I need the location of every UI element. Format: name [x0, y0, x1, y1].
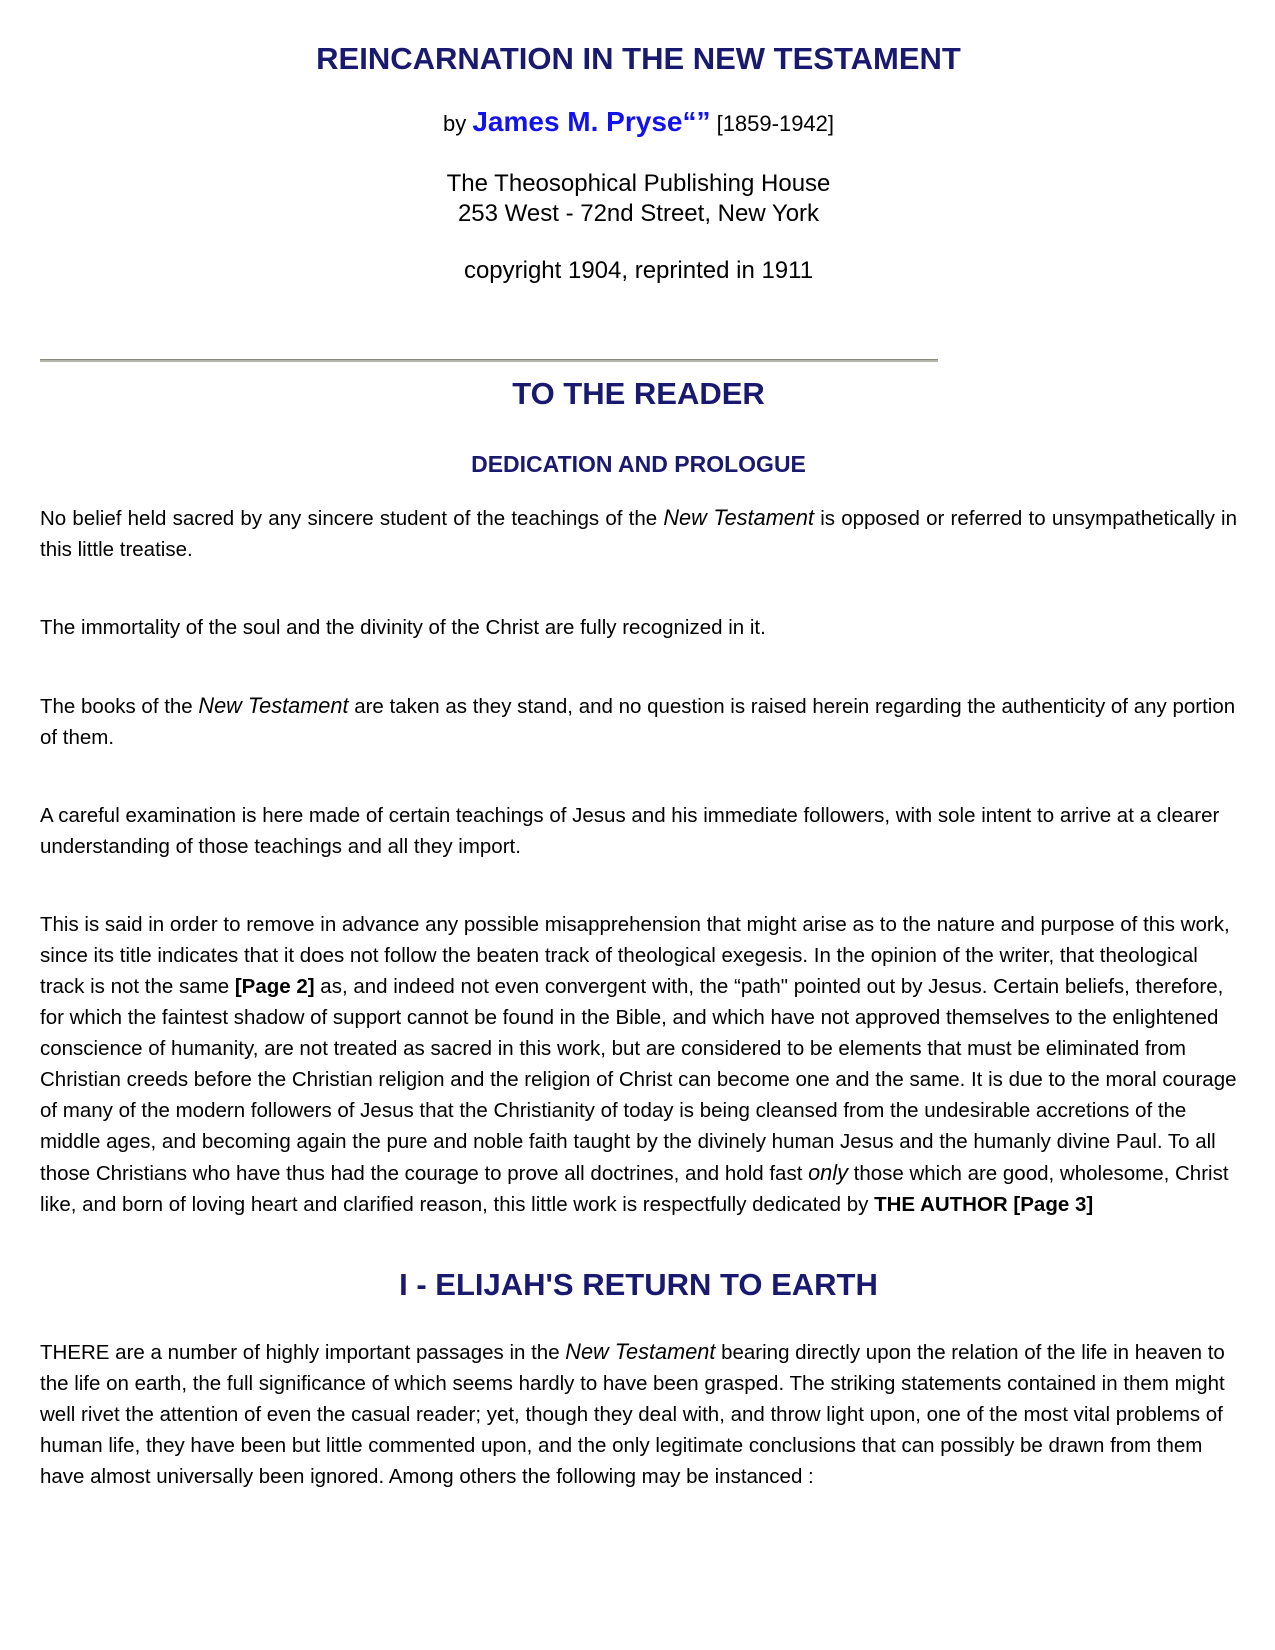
- body-text: bearing directly upon the relation of the life in heaven to the life on earth, the full significance of which seems hardly to have been grasped. The striking statements contained in them might well rivet the attention of even the casual reader; yet, though they deal with, and throw light upon, one of the most vital problems of human life, they have been but little commented upon, and the only legitimate conclusions that can possibly be drawn from them have almost universally been ignored. Among others the following may be instanced :: [40, 1341, 1225, 1488]
- italic-text: only: [808, 1160, 848, 1185]
- bold-text: THE AUTHOR [Page 3]: [874, 1193, 1094, 1216]
- italic-text: New Testament: [198, 693, 349, 718]
- page-title: REINCARNATION IN THE NEW TESTAMENT: [316, 41, 961, 76]
- paragraph: [40, 502, 1237, 565]
- author-link[interactable]: James M. Pryse: [472, 106, 683, 137]
- section-divider: [40, 359, 938, 362]
- paragraph: [40, 1336, 1237, 1492]
- reader-paragraphs: [40, 502, 1237, 1220]
- chapter-paragraphs: [40, 1336, 1237, 1492]
- byline: [40, 106, 1237, 140]
- copyright-line: copyright 1904, reprinted in 1911: [463, 257, 814, 284]
- publisher-address: 253 West - 72nd Street, New York: [457, 200, 820, 227]
- byline-prefix: by: [442, 111, 473, 136]
- paragraph: [40, 800, 1237, 862]
- italic-text: New Testament: [565, 1339, 716, 1364]
- body-text: are taken as they stand, and no question is raised herein regarding the authenticity of any portion of them.: [40, 695, 1236, 749]
- chapter-heading: I - ELIJAH'S RETURN TO EARTH: [399, 1267, 878, 1302]
- body-text: THERE are a number of highly important passages in the: [40, 1341, 566, 1364]
- author-dates: [1859-1942]: [710, 111, 835, 136]
- body-text: those which are good, wholesome, Christ like, and born of loving heart and clarified reason, this little work is respectfully dedicated by: [40, 1162, 1229, 1216]
- body-text: The books of the: [40, 695, 199, 718]
- publisher-block: [40, 169, 1237, 229]
- body-text: as, and indeed not even convergent with, the “path" pointed out by Jesus. Certain beliefs, therefore, for which the faintest shadow of support cannot be found in the Bible, and which have not approved themselves to the enlightened conscience of humanity, are not treated as sacred in this work, but are considered to be elements that must be eliminated from Christian creeds before the Christian religion and the religion of Christ can become one and the same. It is due to the moral courage of many of the modern followers of Jesus that the Christianity of today is being cleansed from the undesirable accretions of the middle ages, and becoming again the pure and noble faith taught by the divinely human Jesus and the humanly divine Paul. To all those Christians who have thus had the courage to prove all doctrines, and hold fast: [40, 975, 1237, 1185]
- body-text: A careful examination is here made of certain teachings of Jesus and his immediate followers, with sole intent to arrive at a clearer understanding of those teachings and all they import.: [40, 804, 1220, 858]
- paragraph: [40, 909, 1237, 1220]
- author-quote-marks: “”: [682, 106, 711, 137]
- paragraph: [40, 612, 1237, 643]
- bold-text: [Page 2]: [234, 975, 315, 998]
- body-text: No belief held sacred by any sincere student of the teachings of the: [40, 507, 664, 530]
- italic-text: New Testament: [663, 505, 814, 530]
- body-text: This is said in order to remove in advance any possible misapprehension that might arise as to the nature and purpose of this work, since its title indicates that it does not follow the beaten track of theological exegesis. In the opinion of the writer, that theological track is not the same: [40, 913, 1230, 998]
- body-text: is opposed or referred to unsympathetically in this little treatise.: [40, 507, 1237, 561]
- dedication-subheading: DEDICATION AND PROLOGUE: [471, 451, 806, 477]
- body-text: The immortality of the soul and the divinity of the Christ are fully recognized in it.: [40, 616, 766, 639]
- publisher-name: The Theosophical Publishing House: [446, 170, 831, 197]
- paragraph: [40, 690, 1237, 753]
- reader-section-heading: TO THE READER: [512, 376, 765, 411]
